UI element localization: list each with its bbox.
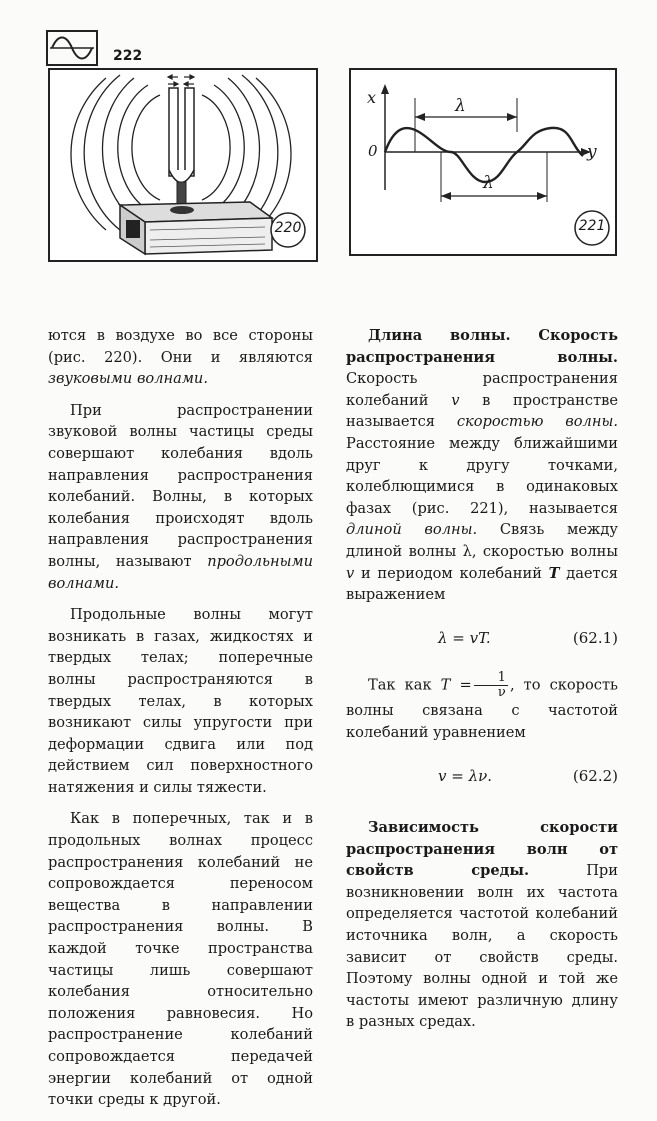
origin-label: 0 — [368, 142, 378, 160]
section-wavelength: Длина волны. Скорость распространения волны. Скорость распространения колебаний v в пространстве называется скоростью волны. Расстояние между ближайшими друг к другу точками, колеблющимися в одинаковых фазах (рис. 221), называется длиной волны. Связь между длиной волны λ, скоростью волны v и периодом колебаний T дается выражением — [346, 327, 619, 604]
axis-x-label: x — [367, 88, 377, 107]
figure-220-tuning-fork — [48, 68, 318, 262]
formula-62-2 — [346, 766, 618, 788]
formula-62-2-number: (62.2) — [572, 766, 618, 785]
page-number: 222 — [113, 48, 143, 64]
lambda-bottom-label: λ — [483, 173, 494, 193]
figure-220-label: 220 — [274, 220, 302, 236]
paragraph-frequency-relation: Так как T = $\frac{1}{\nu}$ , то скорость волны связана с частотой колебаний уравнением — [346, 670, 618, 741]
paragraph-energy-transfer: Как в поперечных, так и в продольных волнах процесс распространения колебаний не сопровождается переносом вещества в направлении распространения волны. В каждой точке пространства частицы лишь совершают колебания относительно положения равновесия. Но распространение колебаний сопровождается передачей энергии колебаний от одной точки среды к другой. — [48, 810, 313, 1109]
fraction-one-over-nu: $\frac{1}{\nu}$ — [474, 671, 508, 700]
paragraph-sound-waves: ются в воздухе во все стороны (рис. 220). Они и являются звуковыми волнами. — [48, 327, 313, 388]
wave-logo-icon — [46, 30, 98, 66]
wave-diagram — [351, 70, 615, 254]
formula-62-1-expression: λ = vT. — [438, 628, 491, 647]
paragraph-longitudinal-media: Продольные волны могут возникать в газах, жидкостях и твердых телах; поперечные волны распространяются в твердых телах, в которых возникают силы упругости при деформации сдвига или под действием сил поверхностного натяжения и силы тяжести. — [48, 606, 313, 796]
section-medium-dependence: Зависимость скорости распространения волн от свойств среды. При возникновении волн их частота определяется частотой колебаний источника волн, а скорость зависит от свойств среды. Поэтому волны одной и той же частоты имеют различную длину в разных средах. — [346, 819, 619, 1031]
formula-62-1 — [346, 628, 618, 650]
left-column — [48, 325, 313, 1121]
paragraph-longitudinal-def: При распространении звуковой волны частицы среды совершают колебания вдоль направления распространения колебаний. Волны, в которых колебания происходят вдоль направления распространения волны, называют продольными волнами. — [48, 401, 313, 592]
right-column — [346, 325, 618, 1043]
figure-221-wave — [349, 68, 617, 256]
formula-62-1-number: (62.1) — [572, 628, 618, 647]
axis-y-label: y — [587, 142, 597, 162]
formula-62-2-expression: v = λν. — [438, 766, 492, 785]
lambda-top-label: λ — [455, 96, 466, 116]
figure-221-label: 221 — [578, 218, 606, 234]
